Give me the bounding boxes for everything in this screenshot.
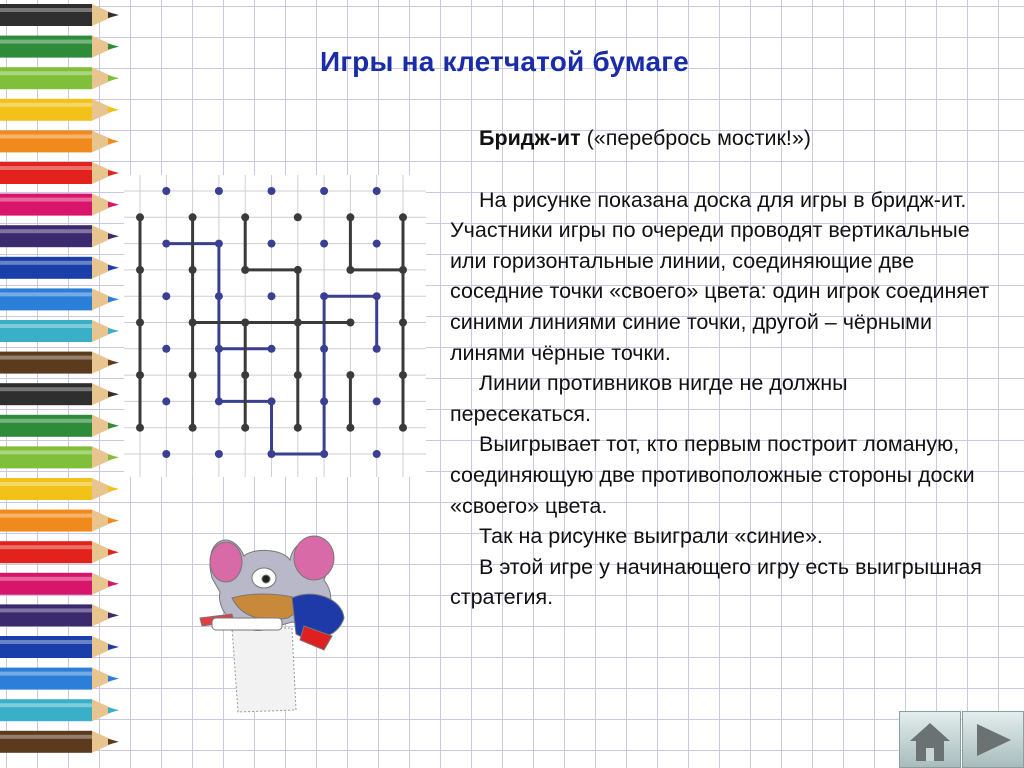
pencil-shine (0, 577, 92, 581)
blue-dot (163, 240, 170, 247)
blue-dot (373, 450, 380, 457)
pencil-body (0, 194, 92, 216)
pencil-shine (0, 324, 92, 328)
pencil-tip (108, 644, 119, 650)
pencil-shine (0, 387, 92, 391)
blue-dot (268, 293, 275, 300)
black-dot (242, 319, 249, 326)
black-dot (399, 424, 406, 431)
pencil-tip (108, 107, 119, 113)
pencil-body (0, 636, 92, 658)
pencil-body (0, 731, 92, 753)
pencil-tip (108, 612, 119, 618)
pencil-tip (108, 296, 119, 302)
pencil-tip (108, 676, 119, 682)
black-dot (294, 319, 301, 326)
pencil-shine (0, 292, 92, 296)
pencil-tip (108, 391, 119, 397)
blue-dot (373, 240, 380, 247)
slide-body (450, 123, 990, 613)
blue-dot (215, 450, 222, 457)
pencil-tip (108, 360, 119, 366)
black-dot (136, 424, 143, 431)
pencil-body (0, 320, 92, 342)
pencil-shine (0, 608, 92, 612)
black-dot (189, 214, 196, 221)
pencil-shine (0, 672, 92, 676)
black-dot (189, 372, 196, 379)
pencil-tip (108, 707, 119, 713)
black-dot (136, 266, 143, 273)
black-dot (136, 214, 143, 221)
slide-title: Игры на клетчатой бумаге (320, 46, 689, 77)
pencil-shine (0, 450, 92, 454)
pencil-tip (108, 486, 119, 492)
pencil-shine (0, 134, 92, 138)
blue-dot (268, 345, 275, 352)
pencil-shine (0, 198, 92, 202)
paragraph-strategy: В этой игре у начинающего игру есть выигрышная стратегия. (450, 554, 982, 610)
pencil-body (0, 478, 92, 500)
pencil-shine (0, 261, 92, 265)
pencil-body (0, 225, 92, 247)
blue-dot (268, 240, 275, 247)
black-dot (347, 214, 354, 221)
paragraph-example: Так на рисунке выиграли «синие». (479, 524, 823, 549)
black-dot (189, 266, 196, 273)
black-dot (294, 266, 301, 273)
black-dot (294, 214, 301, 221)
blue-dot (268, 398, 275, 405)
blue-dot (373, 345, 380, 352)
bridgit-board (124, 175, 426, 477)
pencil-body (0, 415, 92, 437)
paragraph-win-condition: Выигрывает тот, кто первым построит ломаную, соединяющую две противоположные стороны доски «своего» цвета. (450, 432, 975, 518)
pencil-tip (108, 518, 119, 524)
pencil-body (0, 383, 92, 405)
pencil-shine (0, 103, 92, 107)
pencil-tip (108, 549, 119, 555)
pencil-body (0, 257, 92, 279)
black-dot (347, 319, 354, 326)
pencil-tip (108, 75, 119, 81)
blue-dot (373, 398, 380, 405)
blue-dot (215, 398, 222, 405)
blue-dot (268, 450, 275, 457)
blue-dot (163, 187, 170, 194)
pencil-shine (0, 8, 92, 12)
paragraph-rules: На рисунке показана доска для игры в бридж-ит. Участники игры по очереди проводят вертикальные или горизонтальные линии, соединяющие две соседние точки «своего» цвета: один игрок соединяет синими линиями синие точки, другой – чёрными линями чёрные точки. (450, 187, 990, 365)
black-dot (242, 372, 249, 379)
pencil-shine (0, 514, 92, 518)
pencil-body (0, 699, 92, 721)
play-next-icon (963, 712, 1023, 767)
pencil-body (0, 510, 92, 532)
blue-dot (373, 187, 380, 194)
pencil-body (0, 99, 92, 121)
pencil-shine (0, 229, 92, 233)
black-dot (399, 266, 406, 273)
blue-dot (321, 187, 328, 194)
blue-dot (321, 398, 328, 405)
pencil-body (0, 446, 92, 468)
blue-dot (163, 293, 170, 300)
black-dot (347, 266, 354, 273)
pencil-body (0, 352, 92, 374)
game-name-line (450, 123, 990, 154)
home-button[interactable] (899, 711, 961, 768)
pencil-body (0, 668, 92, 690)
game-name: Бридж-ит (479, 126, 581, 150)
blue-dot (268, 187, 275, 194)
black-dot (242, 214, 249, 221)
pencil-tip (108, 44, 119, 50)
pencil-body (0, 604, 92, 626)
pencil-tip (108, 265, 119, 271)
pencil-tip (108, 202, 119, 208)
black-dot (399, 214, 406, 221)
pencil-shine (0, 40, 92, 44)
black-dot (399, 319, 406, 326)
blue-dot (163, 398, 170, 405)
next-button[interactable] (962, 711, 1024, 768)
blue-dot (321, 240, 328, 247)
pencil-tip (108, 423, 119, 429)
blue-dot (215, 187, 222, 194)
black-dot (242, 424, 249, 431)
pencil-tip (108, 12, 119, 18)
pencil-body (0, 130, 92, 152)
blue-dot (215, 293, 222, 300)
pencil-shine (0, 419, 92, 423)
pencils-border (0, 0, 125, 768)
pencil-shine (0, 71, 92, 75)
pencil-tip (108, 581, 119, 587)
black-dot (136, 319, 143, 326)
pencil-tip (108, 138, 119, 144)
home-icon (900, 712, 960, 767)
pencil-tip (108, 233, 119, 239)
black-dot (136, 372, 143, 379)
black-dot (242, 266, 249, 273)
pencil-shine (0, 703, 92, 707)
black-dot (189, 319, 196, 326)
blue-dot (163, 450, 170, 457)
black-dot (294, 424, 301, 431)
blue-dot (163, 345, 170, 352)
pencil-shine (0, 356, 92, 360)
pencil-body (0, 67, 92, 89)
pencil-shine (0, 545, 92, 549)
paragraph-no-crossing: Линии противников нигде не должны пересекаться. (450, 371, 848, 426)
pencil-shine (0, 482, 92, 486)
black-dot (189, 424, 196, 431)
mouse-clipart (192, 518, 352, 718)
pencil-body (0, 162, 92, 184)
black-dot (347, 372, 354, 379)
blue-dot (321, 293, 328, 300)
game-name-translation: («переброcь мостик!») (580, 126, 811, 150)
black-dot (399, 372, 406, 379)
blue-dot (321, 450, 328, 457)
pencil-shine (0, 640, 92, 644)
pencil-tip (108, 328, 119, 334)
pencil-tip (108, 170, 119, 176)
black-dot (347, 424, 354, 431)
pencil-body (0, 288, 92, 310)
blue-dot (321, 345, 328, 352)
pencil-shine (0, 166, 92, 170)
pencil-body (0, 573, 92, 595)
blue-dot (215, 345, 222, 352)
pencil-shine (0, 735, 92, 739)
pencil-tip (108, 454, 119, 460)
pencil-body (0, 4, 92, 26)
pencil-body (0, 541, 92, 563)
blue-dot (215, 240, 222, 247)
black-dot (294, 372, 301, 379)
pencil-body (0, 36, 92, 58)
pencil-tip (108, 739, 119, 745)
blue-dot (373, 293, 380, 300)
